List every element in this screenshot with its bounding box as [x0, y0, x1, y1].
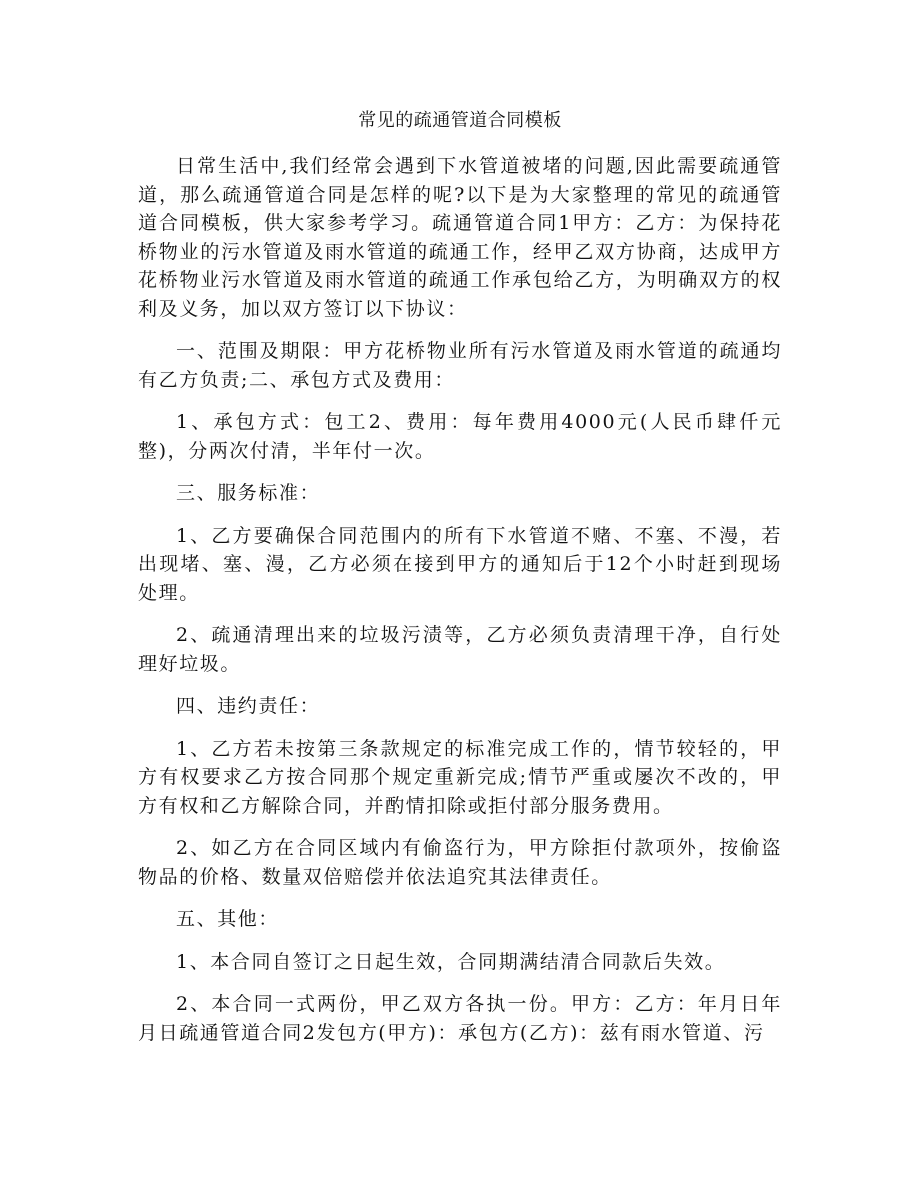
paragraph-service-2: 2、疏通清理出来的垃圾污渍等，乙方必须负责清理干净，自行处理好垃圾。	[138, 624, 782, 675]
paragraph-other-2: 2、本合同一式两份，甲乙双方各执一份。甲方：乙方：年月日年月日疏通管道合同2发包方(甲方)：承包方(乙方)：兹有雨水管道、污	[138, 993, 782, 1044]
document-title: 常见的疏通管道合同模板	[358, 110, 562, 131]
document-body	[138, 152, 782, 1061]
paragraph-other-heading: 五、其他：	[176, 908, 280, 930]
paragraph-liability-2: 2、如乙方在合同区域内有偷盗行为，甲方除拒付款项外，按偷盗物品的价格、数量双倍赔偿并依法追究其法律责任。	[138, 837, 782, 888]
paragraph-intro: 日常生活中,我们经常会遇到下水管道被堵的问题,因此需要疏通管道，那么疏通管道合同是怎样的呢?以下是为大家整理的常见的疏通管道合同模板，供大家参考学习。疏通管道合同1甲方：乙方：为保持花桥物业的污水管道及雨水管道的疏通工作，经甲乙双方协商，达成甲方花桥物业污水管道及雨水管道的疏通工作承包给乙方，为明确双方的权利及义务，加以双方签订以下协议：	[138, 155, 782, 320]
paragraph-liability-1: 1、乙方若未按第三条款规定的标准完成工作的，情节较轻的，甲方有权要求乙方按合同那个规定重新完成;情节严重或屡次不改的，甲方有权和乙方解除合同，并酌情扣除或拒付部分服务费用。	[138, 737, 782, 817]
paragraph-contract-fee: 1、承包方式：包工2、费用：每年费用4000元(人民币肆仟元整)，分两次付清，半年付一次。	[138, 411, 782, 462]
paragraph-liability-heading: 四、违约责任：	[176, 695, 321, 717]
paragraph-scope: 一、范围及期限：甲方花桥物业所有污水管道及雨水管道的疏通均有乙方负责;二、承包方式及费用：	[138, 340, 782, 391]
paragraph-other-1: 1、本合同自签订之日起生效，合同期满结清合同款后失效。	[176, 950, 726, 973]
paragraph-service-heading: 三、服务标准：	[176, 482, 321, 504]
paragraph-service-1: 1、乙方要确保合同范围内的所有下水管道不赌、不塞、不漫，若出现堵、塞、漫，乙方必须在接到甲方的通知后于12个小时赶到现场处理。	[138, 524, 782, 604]
